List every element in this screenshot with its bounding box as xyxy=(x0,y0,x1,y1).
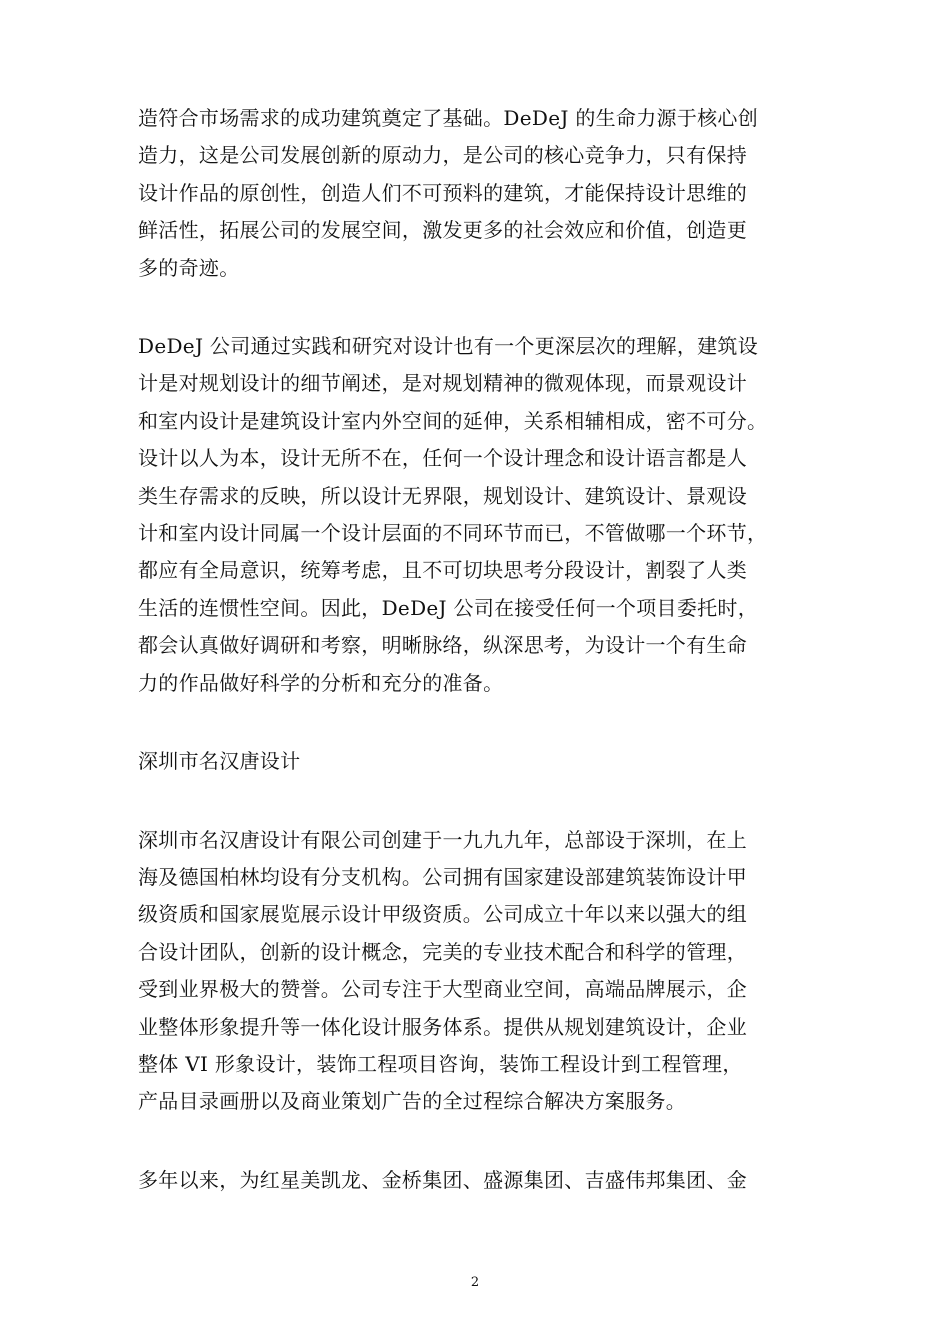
paragraph-dedej-vitality xyxy=(138,100,828,287)
text-line: 受到业界极大的赞誉。公司专注于大型商业空间，高端品牌展示，企 xyxy=(138,977,747,1002)
text-line: 产品目录画册以及商业策划广告的全过程综合解决方案服务。 xyxy=(138,1089,687,1114)
text-line: 都会认真做好调研和考察，明晰脉络，纵深思考，为设计一个有生命 xyxy=(138,633,747,658)
text-line: 类生存需求的反映，所以设计无界限，规划设计、建筑设计、景观设 xyxy=(138,483,747,508)
text-line: 级资质和国家展览展示设计甲级资质。公司成立十年以来以强大的组 xyxy=(138,902,747,927)
text-line: 设计以人为本，设计无所不在，任何一个设计理念和设计语言都是人 xyxy=(138,446,747,471)
section-heading-company xyxy=(138,743,828,780)
paragraph-company-profile xyxy=(138,822,828,1121)
text-line: 多的奇迹。 xyxy=(138,255,240,280)
page-number: 2 xyxy=(470,1275,480,1290)
text-line: 造符合市场需求的成功建筑奠定了基础。DeDeJ 的生命力源于核心创 xyxy=(138,106,759,130)
text-line: 计是对规划设计的细节阐述，是对规划精神的微观体现，而景观设计 xyxy=(138,371,747,396)
text-line: 合设计团队，创新的设计概念，完美的专业技术配合和科学的管理， xyxy=(138,939,747,964)
text-line: 计和室内设计同属一个设计层面的不同环节而已，不管做哪一个环节， xyxy=(138,521,768,546)
paragraph-clients xyxy=(138,1162,828,1199)
text-line: 生活的连惯性空间。因此，DeDeJ 公司在接受任何一个项目委托时， xyxy=(138,595,759,620)
text-line: 和室内设计是建筑设计室内外空间的延伸，关系相辅相成，密不可分。 xyxy=(138,408,768,433)
text-line: 设计作品的原创性，创造人们不可预料的建筑，才能保持设计思维的 xyxy=(138,180,747,205)
text-line: 造力，这是公司发展创新的原动力，是公司的核心竞争力，只有保持 xyxy=(138,143,747,168)
text-line: 整体 VI 形象设计，装饰工程项目咨询，装饰工程设计到工程管理， xyxy=(138,1051,743,1076)
text-line: 力的作品做好科学的分析和充分的准备。 xyxy=(138,670,504,695)
text-line: 都应有全局意识，统筹考虑，且不可切块思考分段设计，割裂了人类 xyxy=(138,558,747,583)
text-line: 多年以来，为红星美凯龙、金桥集团、盛源集团、吉盛伟邦集团、金 xyxy=(138,1167,747,1192)
heading-text: 深圳市名汉唐设计 xyxy=(138,749,301,774)
text-line: 海及德国柏林均设有分支机构。公司拥有国家建设部建筑装饰设计甲 xyxy=(138,864,747,889)
document-body xyxy=(138,100,828,1240)
text-line: 深圳市名汉唐设计有限公司创建于一九九九年，总部设于深圳，在上 xyxy=(138,827,747,852)
paragraph-design-philosophy xyxy=(138,328,828,702)
text-line: 鲜活性，拓展公司的发展空间，激发更多的社会效应和价值，创造更 xyxy=(138,218,747,243)
text-line: DeDeJ 公司通过实践和研究对设计也有一个更深层次的理解，建筑设 xyxy=(138,334,759,359)
text-line: 业整体形象提升等一体化设计服务体系。提供从规划建筑设计，企业 xyxy=(138,1014,747,1039)
